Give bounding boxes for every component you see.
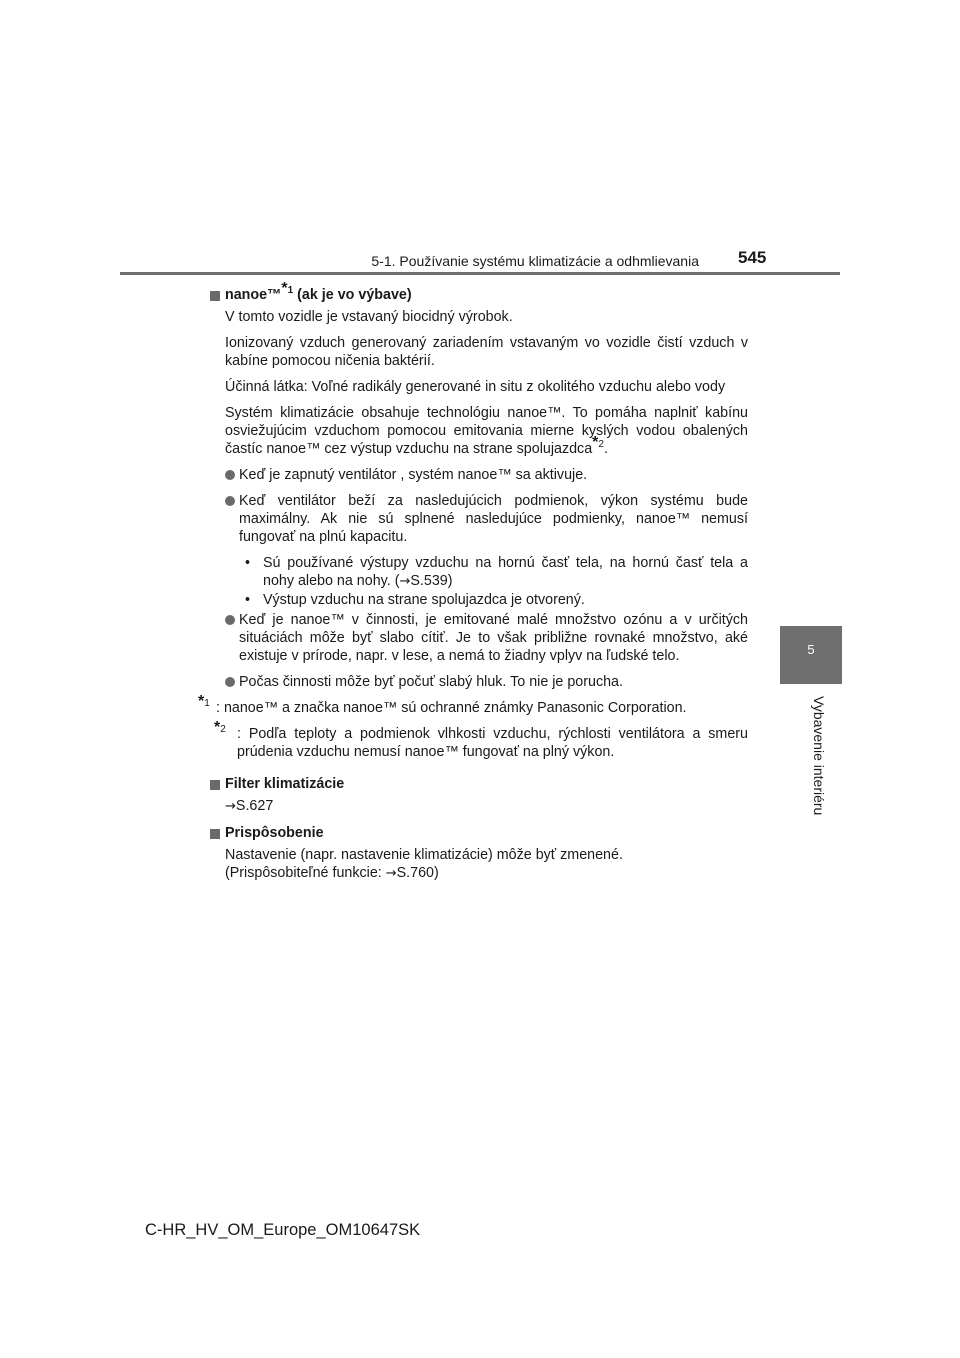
header-rule [120, 272, 840, 275]
footnote-1-marker [198, 693, 210, 717]
bullet-text-3: Keď je nanoe™ v činnosti, je emitované malé množstvo ozónu a v určitých situáciách môže byť slabo cítiť. Je to však približne rovnaké množstvo, aké existuje v prírode, napr. v lese, a nemá to žiadny vplyv na ľudské telo. [239, 612, 748, 664]
footnote-1-text: : nanoe™ a značka nanoe™ sú ochranné známky Panasonic Corporation. [216, 700, 687, 716]
footnote-ref-2: 2 [598, 439, 604, 451]
page-number: 545 [738, 248, 767, 267]
sub-item-1-text: Sú používané výstupy vzduchu na hornú časť tela, na hornú časť tela a nohy alebo na nohy. ( [263, 555, 748, 589]
custom-line-2-text: (Prispôsobiteľné funkcie: [225, 865, 386, 881]
chapter-side-label: Vybavenie interiéru [811, 696, 827, 816]
chapter-tab: 5 [780, 626, 842, 684]
list-item [210, 466, 748, 484]
sub-list-item [210, 554, 748, 591]
round-bullet-icon [225, 470, 235, 480]
square-bullet-icon [210, 829, 220, 839]
list-item [210, 492, 748, 546]
filter-ref-link[interactable]: S.627 [235, 798, 274, 814]
arrow-right-icon: → [225, 799, 236, 814]
asterisk-icon: * [198, 693, 205, 711]
nanoe-heading-text: nanoe™ [225, 287, 282, 303]
asterisk-icon: * [592, 434, 599, 452]
nanoe-paragraph-2: Ionizovaný vzduch generovaný zariadením vstavaným vo vozidle čistí vzduch v kabíne pomocou ničenia baktérií. [225, 335, 748, 369]
footnote-2-marker [214, 719, 226, 743]
asterisk-icon: * [214, 719, 221, 737]
square-bullet-icon [210, 780, 220, 790]
bullet-text-2: Keď ventilátor beží za nasledujúcich podmienok, výkon systému bude maximálny. Ak nie sú splnené nasledujúce podmienky, nanoe™ nemusí fungovať na plnú kapacitu. [239, 493, 748, 545]
sub-item-1-ref[interactable]: S.539) [410, 573, 453, 589]
dot-bullet-icon: • [245, 555, 251, 571]
nanoe-heading-suffix: (ak je vo výbave) [293, 287, 412, 303]
nanoe-paragraph-4 [210, 404, 748, 458]
footer-document-id: C-HR_HV_OM_Europe_OM10647SK [145, 1221, 421, 1239]
custom-line-2 [225, 864, 748, 883]
header-section-title: 5-1. Používanie systému klimatizácie a odhmlievania [371, 253, 699, 269]
nanoe-paragraph-4-text: Systém klimatizácie obsahuje technológiu nanoe™. To pomáha naplniť kabínu osviežujúcim vzduchom pomocou emitovania mierne kyslých vodou obalených častíc nanoe™ cez výstup vzduchu na strane spolujazdca [225, 405, 748, 457]
section-heading-nanoe [210, 280, 748, 304]
nanoe-paragraph-3: Účinná látka: Voľné radikály generované in situ z okolitého vzduchu alebo vody [225, 379, 726, 395]
list-item [210, 673, 748, 691]
round-bullet-icon [225, 677, 235, 687]
footnote-2 [210, 719, 748, 761]
round-bullet-icon [225, 496, 235, 506]
section-heading-customization [210, 824, 748, 842]
custom-paragraph [210, 846, 748, 883]
footnote-1 [198, 693, 748, 717]
footnote-2-text: : Podľa teploty a podmienok vlhkosti vzduchu, rýchlosti ventilátora a smeru prúdenia vzduchu nemusí nanoe™ fungovať na plný výkon. [237, 726, 748, 760]
filter-heading-text: Filter klimatizácie [225, 776, 345, 792]
sub-list-item [210, 591, 748, 609]
asterisk-icon: * [281, 280, 288, 298]
bullet-text-1: Keď je zapnutý ventilátor , systém nanoe™ sa aktivuje. [239, 467, 588, 483]
dot-bullet-icon: • [245, 592, 251, 608]
arrow-right-icon: → [385, 866, 397, 881]
nanoe-paragraph-1: V tomto vozidle je vstavaný biocidný výrobok. [225, 309, 513, 325]
custom-line-1: Nastavenie (napr. nastavenie klimatizácie) môže byť zmenené. [225, 847, 623, 863]
sub-item-2-text: Výstup vzduchu na strane spolujazdca je otvorený. [263, 592, 585, 608]
custom-ref-link[interactable]: S.760) [396, 865, 439, 881]
footnote-ref-1: 1 [287, 285, 294, 297]
footnote-2-number: 2 [220, 724, 226, 736]
section-heading-filter [210, 775, 748, 793]
nanoe-paragraph-4-end: . [603, 441, 608, 457]
arrow-right-icon: → [399, 574, 411, 589]
square-bullet-icon [210, 291, 220, 301]
filter-reference [210, 797, 748, 816]
round-bullet-icon [225, 615, 235, 625]
page-content [198, 280, 748, 883]
footnote-1-number: 1 [204, 698, 210, 710]
custom-heading-text: Prispôsobenie [225, 825, 324, 841]
list-item [210, 611, 748, 665]
bullet-text-4: Počas činnosti môže byť počuť slabý hluk. To nie je porucha. [239, 674, 623, 690]
